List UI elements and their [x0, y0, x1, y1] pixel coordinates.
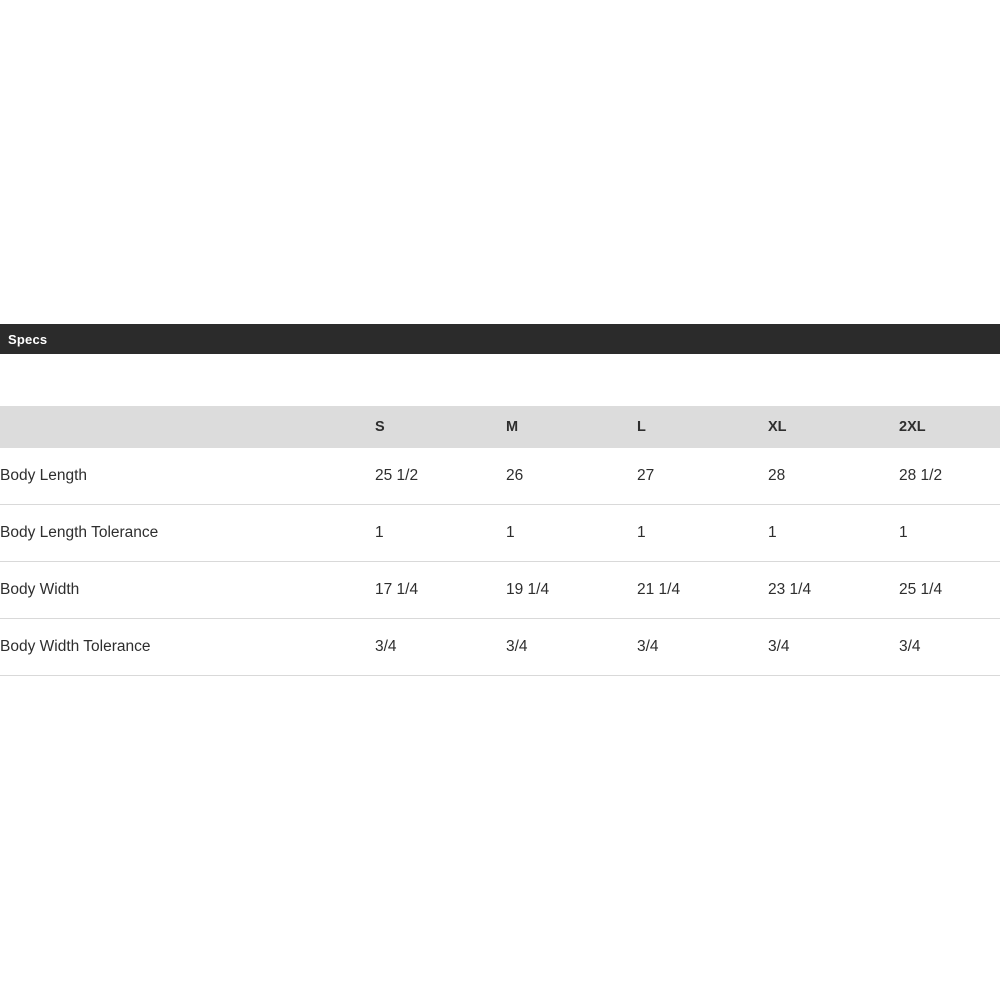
- specs-section-header: [0, 324, 1000, 354]
- specs-section-title: Specs: [8, 331, 48, 347]
- cell-s: 1: [375, 524, 384, 541]
- cell-xl: 1: [768, 524, 777, 541]
- cell-2xl: 25 1/4: [899, 581, 943, 598]
- cell-m: 3/4: [506, 638, 528, 655]
- table-row: [0, 505, 1000, 562]
- specs-table-container: [0, 354, 1000, 676]
- specs-table: [0, 406, 1000, 676]
- cell-2xl: 1: [899, 524, 908, 541]
- specs-table-head: [0, 406, 1000, 448]
- column-header-m: M: [506, 419, 519, 435]
- column-header-s: S: [375, 419, 385, 435]
- column-header-xl: XL: [768, 419, 787, 435]
- cell-xl: 28: [768, 467, 786, 484]
- table-row: [0, 448, 1000, 505]
- cell-m: 19 1/4: [506, 581, 550, 598]
- cell-s: 25 1/2: [375, 467, 419, 484]
- cell-xl: 3/4: [768, 638, 790, 655]
- column-header-l: L: [637, 419, 646, 435]
- cell-s: 17 1/4: [375, 581, 419, 598]
- row-label: Body Length Tolerance: [0, 524, 159, 541]
- column-header-measurement: [0, 406, 375, 448]
- specs-table-body: [0, 448, 1000, 676]
- cell-l: 21 1/4: [637, 581, 681, 598]
- table-row: [0, 619, 1000, 676]
- cell-l: 3/4: [637, 638, 659, 655]
- cell-2xl: 3/4: [899, 638, 921, 655]
- table-row: [0, 562, 1000, 619]
- cell-l: 27: [637, 467, 655, 484]
- cell-m: 1: [506, 524, 515, 541]
- cell-l: 1: [637, 524, 646, 541]
- specs-table-header-row: [0, 406, 1000, 448]
- specs-panel: [0, 324, 1000, 676]
- row-label: Body Length: [0, 467, 88, 484]
- row-label: Body Width Tolerance: [0, 638, 151, 655]
- row-label: Body Width: [0, 581, 80, 598]
- cell-s: 3/4: [375, 638, 397, 655]
- cell-m: 26: [506, 467, 524, 484]
- column-header-2xl: 2XL: [899, 419, 926, 435]
- cell-xl: 23 1/4: [768, 581, 812, 598]
- cell-2xl: 28 1/2: [899, 467, 943, 484]
